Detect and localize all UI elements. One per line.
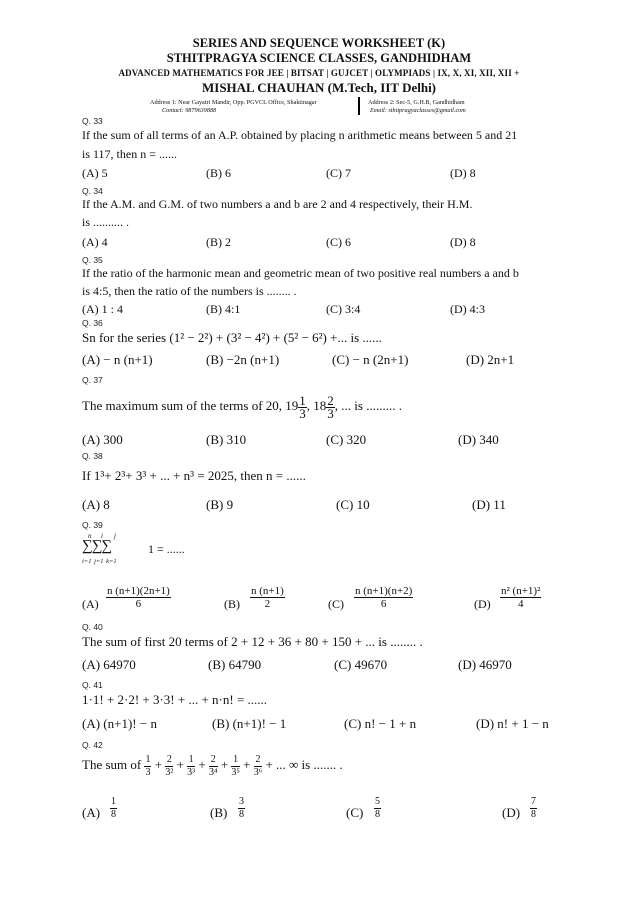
option-d-fraction bbox=[500, 585, 541, 610]
denominator: 8 bbox=[239, 809, 244, 820]
sum-upper-n: n bbox=[88, 532, 92, 540]
option-d[interactable]: (D) 8 bbox=[450, 166, 476, 180]
question-label: Q. 35 bbox=[82, 255, 103, 265]
question-label: Q. 33 bbox=[82, 116, 103, 126]
fraction bbox=[298, 392, 307, 421]
option-b[interactable]: (B) 310 bbox=[206, 432, 247, 447]
option-d-fraction bbox=[530, 796, 537, 821]
denominator: 6 bbox=[135, 598, 142, 610]
option-b[interactable]: (B) 2 bbox=[206, 235, 231, 249]
denominator: 3 bbox=[327, 405, 334, 421]
question-text-line: Sn for the series (1² − 2²) + (3² − 4²) + (5² − 6²) +... is ...... bbox=[82, 330, 382, 345]
question-text-line: The sum of $\frac{1}{3}$ + $\frac{2}{\text{3²}}$ + $\frac{1}{\text{3³}}$ + $\frac{2}{\text{3⁴}}$ + $\frac{1}{\text{3⁵}}$ + $\frac{2}{\text{3⁶}}$ + ... ∞ is ....... . bbox=[82, 753, 343, 778]
option-c[interactable]: (C) n! − 1 + n bbox=[344, 716, 417, 731]
numerator: 2 bbox=[327, 392, 334, 408]
denominator: 2 bbox=[264, 598, 271, 610]
options-row bbox=[82, 352, 560, 368]
option-d[interactable]: (D) 340 bbox=[458, 432, 499, 447]
sigma-symbols: ∑∑∑ bbox=[82, 538, 112, 554]
option-d[interactable]: (D) 8 bbox=[450, 235, 476, 249]
text-part: The sum of bbox=[82, 757, 142, 772]
denominator: 3⁴ bbox=[209, 766, 218, 778]
option-c[interactable]: (C) 7 bbox=[326, 166, 351, 180]
option-d[interactable]: (D) 46970 bbox=[458, 657, 512, 672]
numerator: 1 bbox=[111, 796, 116, 807]
denominator: 6 bbox=[380, 598, 387, 610]
option-a[interactable]: (A) 8 bbox=[82, 497, 110, 512]
fraction bbox=[209, 754, 218, 779]
question-text-line: 1·1! + 2·2! + 3·3! + ... + n·n! = ...... bbox=[82, 692, 268, 707]
option-a[interactable]: (A) 1 : 4 bbox=[82, 302, 123, 316]
fraction bbox=[187, 754, 195, 779]
option-c[interactable]: (C) bbox=[346, 805, 364, 820]
options-row bbox=[82, 302, 560, 318]
question-label: Q. 41 bbox=[82, 680, 103, 690]
question-text-line: is .......... . bbox=[82, 215, 130, 229]
sum-upper-j: j bbox=[114, 532, 116, 540]
denominator: 3⁵ bbox=[231, 766, 240, 778]
numerator: 1 bbox=[188, 753, 194, 765]
header-divider bbox=[358, 97, 360, 115]
option-a-fraction bbox=[106, 585, 171, 610]
option-d[interactable]: (D) 2n+1 bbox=[466, 352, 515, 367]
option-a[interactable]: (A) − n (n+1) bbox=[82, 352, 153, 367]
fraction bbox=[326, 392, 335, 421]
options-row bbox=[82, 657, 560, 673]
option-a[interactable]: (A) 5 bbox=[82, 166, 108, 180]
sum-upper-i: i bbox=[101, 532, 103, 540]
question-label: Q. 39 bbox=[82, 520, 103, 530]
question-label: Q. 40 bbox=[82, 622, 103, 632]
denominator: 4 bbox=[517, 598, 524, 610]
question-text-line: The sum of first 20 terms of 2 + 12 + 36 + 80 + 150 + ... is ........ . bbox=[82, 634, 423, 649]
contact: Contact: 9879639888 bbox=[162, 107, 217, 114]
option-b[interactable]: (B) 4:1 bbox=[206, 302, 241, 316]
sum-lower-limits: i=1 j=1 k=1 bbox=[82, 558, 117, 565]
address-1: Address 1: Near Gayatri Mandir, Opp. PGVCL Office, Shaktinagar bbox=[150, 99, 317, 106]
question-text-line: If the A.M. and G.M. of two numbers a and b are 2 and 4 respectively, their H.M. bbox=[82, 197, 473, 211]
denominator: 3 bbox=[299, 405, 306, 421]
option-b-fraction bbox=[250, 585, 285, 610]
question-label: Q. 34 bbox=[82, 186, 103, 196]
text-part: The maximum sum of the terms of 20, 19 bbox=[82, 398, 299, 413]
option-b-fraction bbox=[238, 796, 245, 821]
fraction bbox=[144, 754, 151, 779]
numerator: n (n+1)(2n+1) bbox=[107, 585, 170, 597]
option-a[interactable]: (A) bbox=[82, 597, 99, 611]
numerator: n (n+1)(n+2) bbox=[355, 585, 413, 597]
courses-line: ADVANCED MATHEMATICS FOR JEE | BITSAT | GUJCET | OLYMPIADS | IX, X, XI, XII, XII + bbox=[118, 68, 520, 78]
denominator: 3³ bbox=[187, 766, 196, 778]
option-a-fraction bbox=[110, 796, 117, 821]
option-c[interactable]: (C) 49670 bbox=[334, 657, 388, 672]
question-text-line: If the sum of all terms of an A.P. obtained by placing n arithmetic means between 5 and 21 bbox=[82, 128, 518, 142]
denominator: 8 bbox=[531, 809, 536, 820]
numerator: 1 bbox=[299, 392, 306, 408]
denominator: 8 bbox=[111, 809, 116, 820]
question-label: Q. 36 bbox=[82, 318, 103, 328]
numerator: 5 bbox=[375, 796, 380, 807]
option-c-fraction bbox=[354, 585, 413, 610]
denominator: 3 bbox=[145, 766, 151, 778]
denominator: 8 bbox=[375, 809, 380, 820]
question-label: Q. 42 bbox=[82, 740, 103, 750]
option-b[interactable]: (B) 9 bbox=[206, 497, 234, 512]
numerator: 2 bbox=[166, 753, 172, 765]
option-a[interactable]: (A) 64970 bbox=[82, 657, 136, 672]
options-row bbox=[82, 716, 560, 732]
option-a[interactable]: (A) 4 bbox=[82, 235, 108, 249]
option-a[interactable]: (A) bbox=[82, 805, 101, 820]
option-c[interactable]: (C) 6 bbox=[326, 235, 351, 249]
options-row bbox=[82, 166, 560, 182]
option-c[interactable]: (C) − n (2n+1) bbox=[332, 352, 409, 367]
text-part: , ... is ......... . bbox=[334, 398, 402, 413]
options-row bbox=[82, 796, 560, 830]
text-part: + ... ∞ is ....... . bbox=[265, 757, 343, 772]
option-d[interactable]: (D) 11 bbox=[472, 497, 506, 512]
option-a[interactable]: (A) 300 bbox=[82, 432, 123, 447]
option-b[interactable]: (B) −2n (n+1) bbox=[206, 352, 280, 367]
question-text-line bbox=[82, 390, 402, 422]
option-c[interactable]: (C) 10 bbox=[336, 497, 370, 512]
teacher-name: MISHAL CHAUHAN (M.Tech, IIT Delhi) bbox=[201, 80, 437, 95]
option-d[interactable]: (D) 4:3 bbox=[450, 302, 485, 316]
numerator: 3 bbox=[239, 796, 244, 807]
option-b[interactable]: (B) (n+1)! − 1 bbox=[212, 716, 287, 731]
denominator: 3⁶ bbox=[253, 766, 263, 778]
question-text-line: If the ratio of the harmonic mean and geometric mean of two positive real numbers a and b bbox=[82, 266, 519, 280]
numerator: 1 bbox=[145, 753, 151, 765]
option-c[interactable]: (C) bbox=[328, 597, 344, 611]
question-text-line: is 4:5, then the ratio of the numbers is ........ . bbox=[82, 284, 297, 298]
numerator: n² (n+1)² bbox=[501, 585, 541, 597]
triple-sum-expression bbox=[82, 532, 282, 570]
option-d[interactable]: (D) bbox=[502, 805, 521, 820]
options-row bbox=[82, 235, 560, 251]
option-d[interactable]: (D) n! + 1 − n bbox=[476, 716, 549, 731]
options-row bbox=[82, 583, 560, 623]
option-b[interactable]: (B) bbox=[210, 805, 228, 820]
option-a[interactable]: (A) (n+1)! − n bbox=[82, 716, 157, 731]
institute-name: STHITPRAGYA SCIENCE CLASSES, GANDHIDHAM bbox=[166, 51, 472, 65]
numerator: n (n+1) bbox=[251, 585, 284, 597]
fraction bbox=[254, 754, 263, 779]
question-text-line: is 117, then n = ...... bbox=[82, 147, 177, 161]
numerator: 2 bbox=[210, 753, 216, 765]
options-row bbox=[82, 497, 560, 513]
text-part: , 18 bbox=[306, 398, 327, 413]
option-b[interactable]: (B) 64790 bbox=[208, 657, 262, 672]
question-label: Q. 38 bbox=[82, 451, 103, 461]
numerator: 1 bbox=[233, 753, 239, 765]
fraction bbox=[231, 754, 240, 779]
question-label: Q. 37 bbox=[82, 375, 103, 385]
option-c[interactable]: (C) 320 bbox=[326, 432, 367, 447]
address-2: Address 2: Sec-5, G.H.B, Gandhidham bbox=[368, 99, 465, 106]
sum-rhs: 1 = ...... bbox=[148, 542, 185, 556]
option-c[interactable]: (C) 3:4 bbox=[326, 302, 361, 316]
options-row bbox=[82, 432, 560, 448]
worksheet-title: SERIES AND SEQUENCE WORKSHEET (K) bbox=[192, 36, 446, 50]
email: Email: sthitpragyaclasses@gmail.com bbox=[370, 107, 466, 114]
fraction bbox=[165, 754, 173, 779]
numerator: 2 bbox=[255, 753, 261, 765]
numerator: 7 bbox=[531, 796, 536, 807]
question-text-line: If 1³+ 2³+ 3³ + ... + n³ = 2025, then n = ...... bbox=[82, 468, 306, 483]
denominator: 3² bbox=[165, 766, 174, 778]
option-b[interactable]: (B) bbox=[224, 597, 240, 611]
option-d[interactable]: (D) bbox=[474, 597, 491, 611]
option-c-fraction bbox=[374, 796, 381, 821]
option-b[interactable]: (B) 6 bbox=[206, 166, 231, 180]
